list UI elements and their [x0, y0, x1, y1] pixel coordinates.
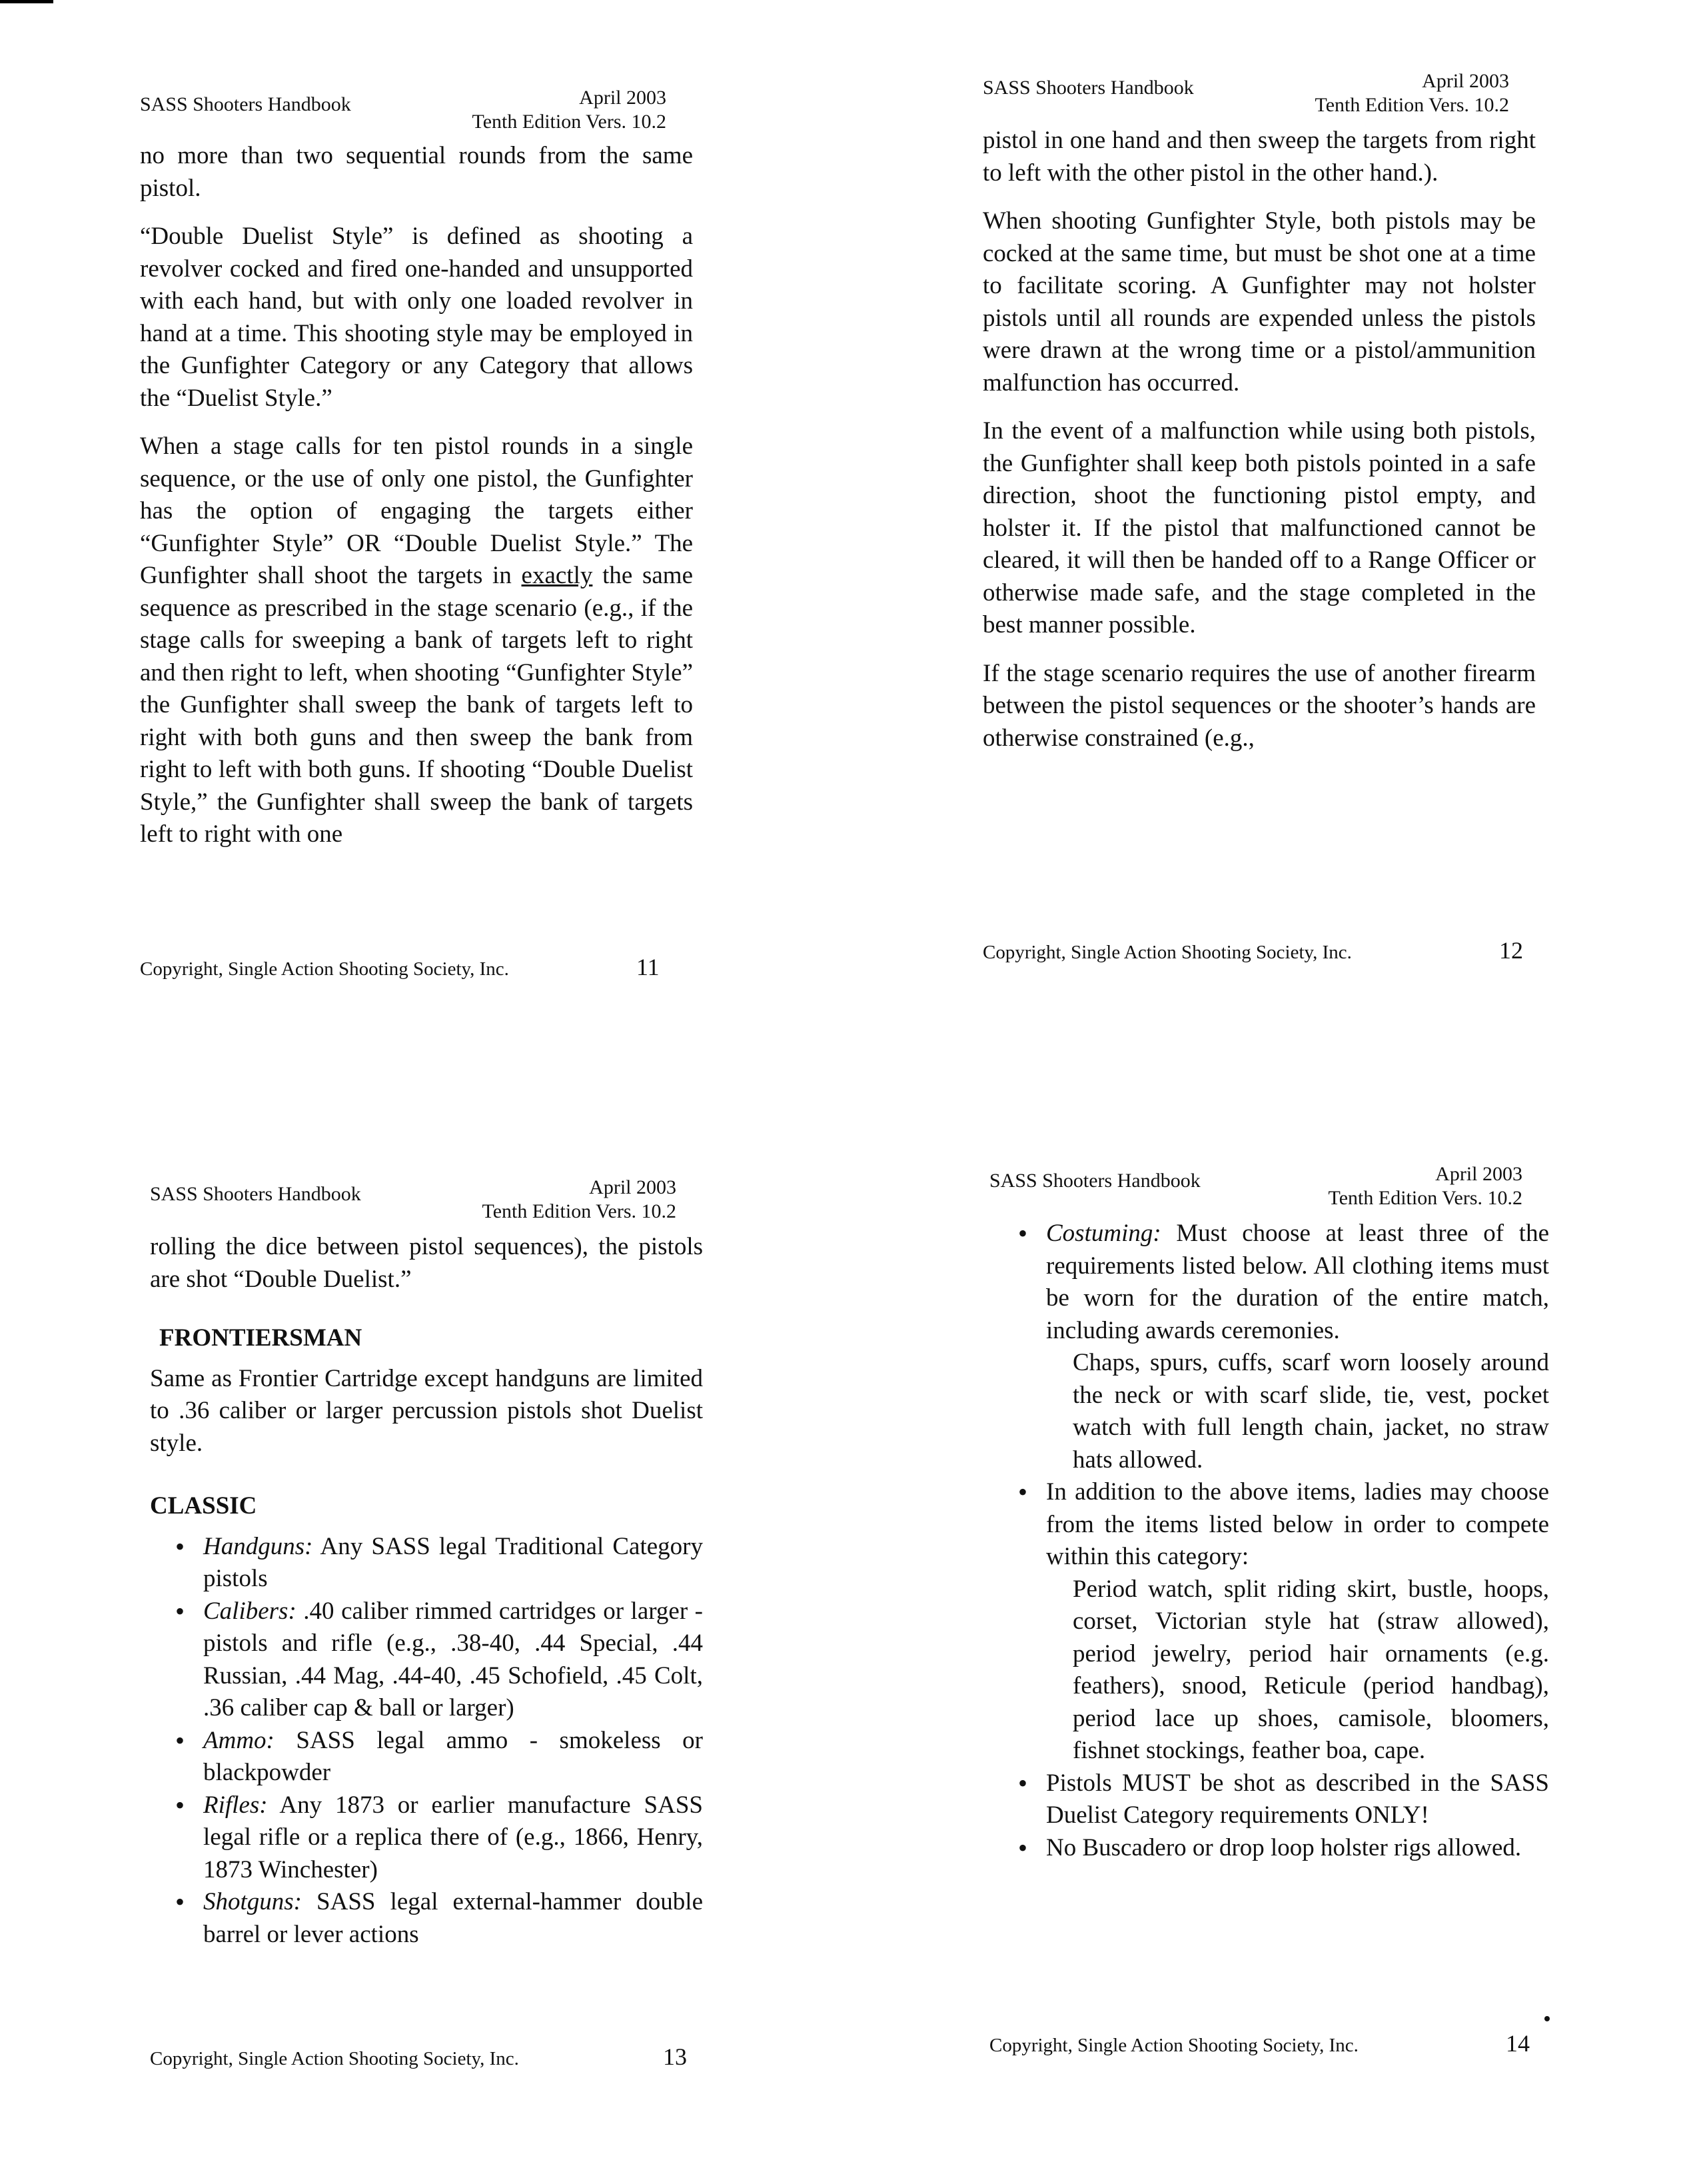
section-heading-classic: CLASSIC — [150, 1492, 257, 1520]
header-date: April 2003 — [1422, 70, 1509, 92]
page-number: 11 — [636, 954, 660, 980]
page-footer — [983, 936, 1536, 970]
page-header — [140, 87, 693, 147]
header-title: SASS Shooters Handbook — [140, 93, 351, 115]
footer-copyright: Copyright, Single Action Shooting Society, Inc. — [140, 958, 509, 980]
page-footer — [989, 2029, 1549, 2063]
scan-speck — [1544, 2016, 1550, 2021]
list-item: • In addition to the above items, ladies may choose from the items listed below in order to compete within this category: Period watch, split riding skirt, bustle, hoops, corset, Victorian style hat (straw allowed), period jewelry, period hair ornaments (e.g. feathers), snood, Reticule (period handbag), period lace up shoes, camisole, bloomers, fishnet stockings, feather boa, cape. — [1046, 1476, 1549, 1767]
page-12 — [983, 70, 1536, 983]
page-body — [989, 1218, 1549, 1864]
paragraph: When shooting Gunfighter Style, both pistols may be cocked at the same time, but must be shot one at a time to facilitate scoring. A Gunfighter may not holster pistols until all rounds are expended unless the pistols were drawn at the wrong time or a pistol/ammunition malfunction has occurred. — [983, 207, 1536, 397]
footer-copyright: Copyright, Single Action Shooting Society, Inc. — [983, 942, 1352, 963]
header-title: SASS Shooters Handbook — [983, 77, 1194, 99]
header-title: SASS Shooters Handbook — [989, 1170, 1201, 1192]
page-header — [983, 70, 1536, 130]
classic-requirements-list — [150, 1531, 703, 1951]
list-item: • Costuming: Must choose at least three of the requirements listed below. All clothing items must be worn for the duration of the entire match, including awards ceremonies. Chaps, spurs, cuffs, scarf worn loosely around the neck or with scarf slide, tie, vest, pocket watch with full length chain, jacket, no straw hats allowed. — [1046, 1218, 1549, 1476]
footer-copyright: Copyright, Single Action Shooting Society, Inc. — [989, 2035, 1359, 2056]
list-item: • Pistols MUST be shot as described in the SASS Duelist Category requirements ONLY! — [1046, 1767, 1549, 1832]
list-item: • Rifles: Any 1873 or earlier manufacture SASS legal rifle or a replica there of (e.g., 1866, Henry, 1873 Winchester) — [203, 1789, 703, 1887]
sub-list-text: Period watch, split riding skirt, bustle, hoops, corset, Victorian style hat (straw allowed), period jewelry, period hair ornaments (e.g. feathers), snood, Reticule (period handbag), period lace up shoes, camisole, bloomers, fishnet stockings, feather boa, cape. — [1073, 1575, 1549, 1764]
header-date: April 2003 — [579, 87, 666, 109]
paragraph: “Double Duelist Style” is defined as shooting a revolver cocked and fired one-handed and unsupported with each hand, but with only one loaded revolver in hand at a time. This shooting style may be employed in the Gunfighter Category or any Category that allows the “Duelist Style.” — [140, 223, 693, 412]
list-item: • Shotguns: SASS legal external-hammer double barrel or lever actions — [203, 1886, 703, 1951]
page-13 — [150, 1176, 703, 2083]
paragraph: In the event of a malfunction while using both pistols, the Gunfighter shall keep both pistols pointed in a safe direction, shoot the functioning pistol empty, and holster it. If the pistol that malfunctioned cannot be cleared, it will then be handed off to a Range Officer or otherwise made safe, and the stage completed in the best manner possible. — [983, 417, 1536, 638]
header-edition: Tenth Edition Vers. 10.2 — [472, 111, 666, 133]
page-header — [989, 1163, 1549, 1223]
header-edition: Tenth Edition Vers. 10.2 — [1315, 94, 1509, 116]
list-item: • Handguns: Any SASS legal Traditional Category pistols — [203, 1531, 703, 1596]
page-body — [150, 1231, 703, 1951]
page-body — [140, 140, 693, 867]
page-number: 12 — [1499, 937, 1523, 964]
paragraph: no more than two sequential rounds from the same pistol. — [140, 142, 693, 202]
scan-corner-mark — [0, 0, 53, 3]
header-title: SASS Shooters Handbook — [150, 1183, 361, 1205]
costuming-requirements-list — [989, 1218, 1549, 1864]
header-date: April 2003 — [589, 1176, 676, 1198]
header-date: April 2003 — [1435, 1163, 1522, 1185]
header-edition: Tenth Edition Vers. 10.2 — [482, 1200, 676, 1222]
underlined-word: exactly — [521, 562, 593, 589]
paragraph: rolling the dice between pistol sequences), the pistols are shot “Double Duelist.” — [150, 1233, 703, 1293]
page-14 — [989, 1163, 1549, 2069]
page-body — [983, 125, 1536, 770]
paragraph: If the stage scenario requires the use of another firearm between the pistol sequences or the shooter’s hands are otherwise constrained (e.g., — [983, 659, 1536, 752]
page-header — [150, 1176, 703, 1236]
paragraph: When a stage calls for ten pistol rounds in a single sequence, or the use of only one pistol, the Gunfighter has the option of engaging the targets either “Gunfighter Style” OR “Double Duelist Style.” The Gunfighter shall shoot the targets in exactly the same sequence as prescribed in the stage scenario (e.g., if the stage calls for sweeping a bank of targets left to right and then right to left, when shooting “Gunfighter Style” the Gunfighter shall sweep the bank of targets left to right with both guns and then sweep the bank from right to left with both guns. If shooting “Double Duelist Style,” the Gunfighter shall sweep the bank of targets left to right with one — [140, 433, 693, 848]
section-heading-frontiersman: FRONTIERSMAN — [159, 1324, 362, 1352]
page-number: 13 — [663, 2043, 687, 2070]
page-footer — [140, 953, 693, 986]
list-item: • Calibers: .40 caliber rimmed cartridges or larger - pistols and rifle (e.g., .38-40, .44 Special, .44 Russian, .44 Mag, .44-40, .45 Schofield, .45 Colt, .36 caliber cap & ball or larger) — [203, 1596, 703, 1725]
list-item: • Ammo: SASS legal ammo - smokeless or blackpowder — [203, 1725, 703, 1789]
sub-list-text: Chaps, spurs, cuffs, scarf worn loosely around the neck or with scarf slide, tie, vest, pocket watch with full length chain, jacket, no straw hats allowed. — [1073, 1349, 1549, 1474]
page-footer — [150, 2043, 703, 2076]
page-11 — [140, 87, 693, 1000]
paragraph: pistol in one hand and then sweep the targets from right to left with the other pistol in the other hand.). — [983, 127, 1536, 187]
page-number: 14 — [1506, 2030, 1530, 2057]
paragraph: Same as Frontier Cartridge except handguns are limited to .36 caliber or larger percussion pistols shot Duelist style. — [150, 1364, 703, 1457]
list-item: • No Buscadero or drop loop holster rigs allowed. — [1046, 1832, 1549, 1865]
header-edition: Tenth Edition Vers. 10.2 — [1328, 1187, 1522, 1209]
footer-copyright: Copyright, Single Action Shooting Society, Inc. — [150, 2048, 519, 2069]
